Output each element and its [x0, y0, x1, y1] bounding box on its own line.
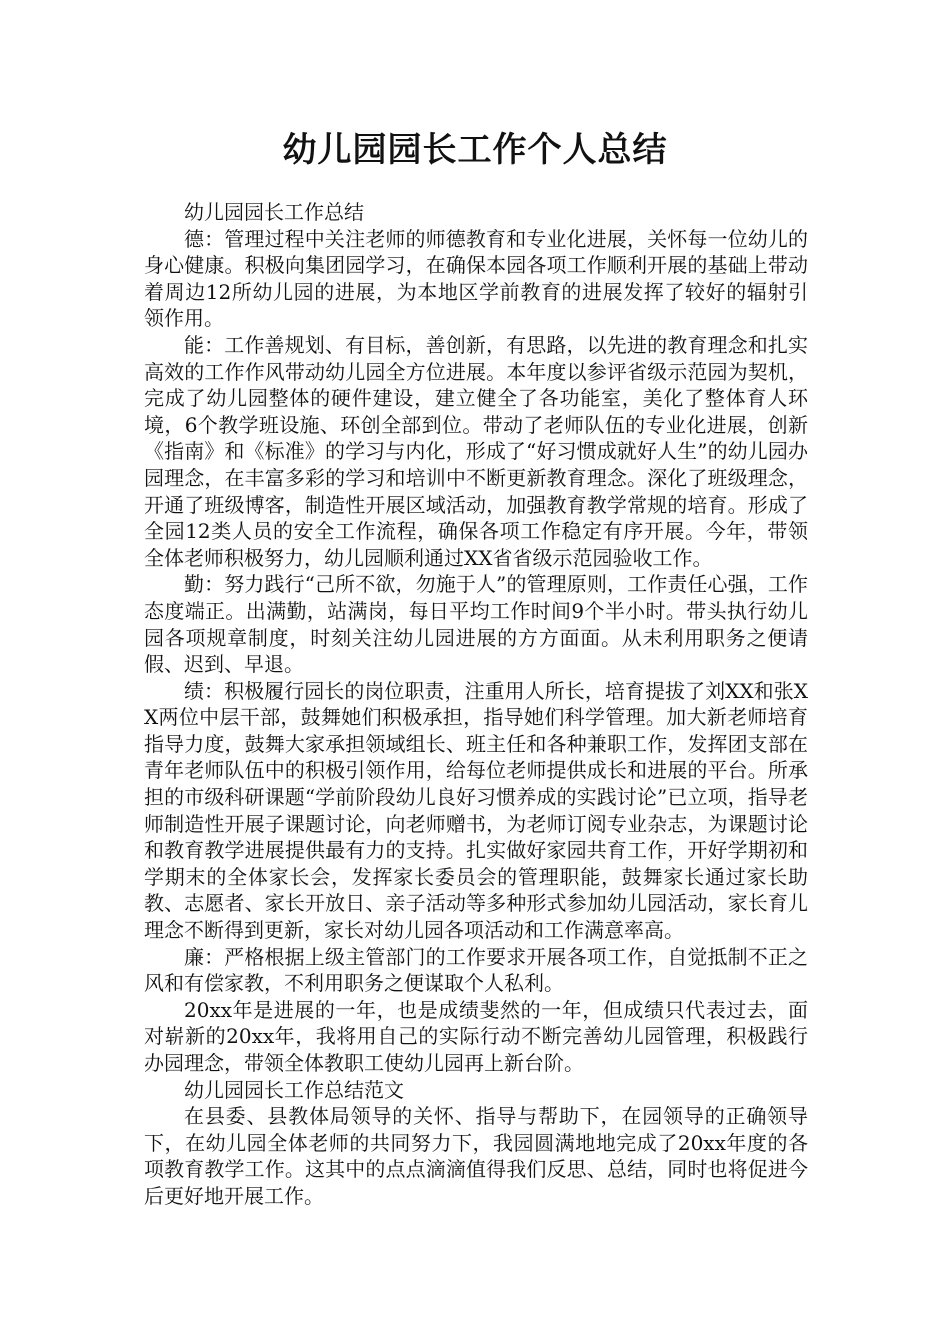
paragraph-integrity: 廉：严格根据上级主管部门的工作要求开展各项工作，自觉抵制不正之风和有偿家教，不利用职务之便谋取个人私利。	[144, 944, 808, 996]
paragraph-achievement: 绩：积极履行园长的岗位职责，注重用人所长，培育提拔了刘XX和张XX两位中层干部，鼓舞她们积极承担，指导她们科学管理。加大新老师培育指导力度，鼓舞大家承担领域组长、班主任和各种兼职工作，发挥团支部在青年老师队伍中的积极引领作用，给每位老师提供成长和进展的平台。所承担的市级科研课题“学前阶段幼儿良好习惯养成的实践讨论”已立项，指导老师制造性开展子课题讨论，向老师赠书，为老师订阅专业杂志，为课题讨论和教育教学进展提供最有力的支持。扎实做好家园共育工作，开好学期初和学期末的全体家长会，发挥家长委员会的管理职能，鼓舞家长通过家长助教、志愿者、家长开放日、亲子活动等多种形式参加幼儿园活动，家长育儿理念不断得到更新，家长对幼儿园各项活动和工作满意率高。	[144, 678, 808, 943]
document-body	[144, 199, 808, 1210]
section-heading: 幼儿园园长工作总结	[184, 200, 364, 224]
paragraph-intro: 在县委、县教体局领导的关怀、指导与帮助下，在园领导的正确领导下，在幼儿园全体老师的共同努力下，我园圆满地地完成了20xx年度的各项教育教学工作。这其中的点点滴滴值得我们反思、总结，同时也将促进今后更好地开展工作。	[144, 1104, 808, 1208]
section-heading-sample: 幼儿园园长工作总结范文	[184, 1077, 404, 1102]
paragraph-diligence: 勤：努力践行“己所不欲，勿施于人”的管理原则，工作责任心强，工作态度端正。出满勤，站满岗，每日平均工作时间9个半小时。带头执行幼儿园各项规章制度，时刻关注幼儿园进展的方方面面。从未利用职务之便请假、迟到、早退。	[144, 572, 808, 677]
paragraph-ability: 能：工作善规划、有目标，善创新，有思路，以先进的教育理念和扎实高效的工作作风带动幼儿园全方位进展。本年度以参评省级示范园为契机，完成了幼儿园整体的硬件建设，建立健全了各功能室，美化了整体育人环境，6个教学班设施、环创全部到位。带动了老师队伍的专业化进展，创新《指南》和《标准》的学习与内化，形成了“好习惯成就好人生”的幼儿园办园理念，在丰富多彩的学习和培训中不断更新教育理念。深化了班级理念，开通了班级博客，制造性开展区域活动，加强教育教学常规的培育。形成了全园12类人员的安全工作流程，确保各项工作稳定有序开展。今年，带领全体老师积极努力，幼儿园顺利通过XX省省级示范园验收工作。	[144, 332, 808, 570]
paragraph-outlook: 20xx年是进展的一年，也是成绩斐然的一年，但成绩只代表过去，面对崭新的20xx年，我将用自己的实际行动不断完善幼儿园管理，积极践行办园理念，带领全体教职工使幼儿园再上新台阶。	[144, 997, 808, 1075]
paragraph-virtue: 德：管理过程中关注老师的师德教育和专业化进展，关怀每一位幼儿的身心健康。积极向集团园学习，在确保本园各项工作顺利开展的基础上带动着周边12所幼儿园的进展，为本地区学前教育的进展发挥了较好的辐射引领作用。	[144, 226, 808, 331]
document-title: 幼儿园园长工作个人总结	[282, 130, 668, 170]
